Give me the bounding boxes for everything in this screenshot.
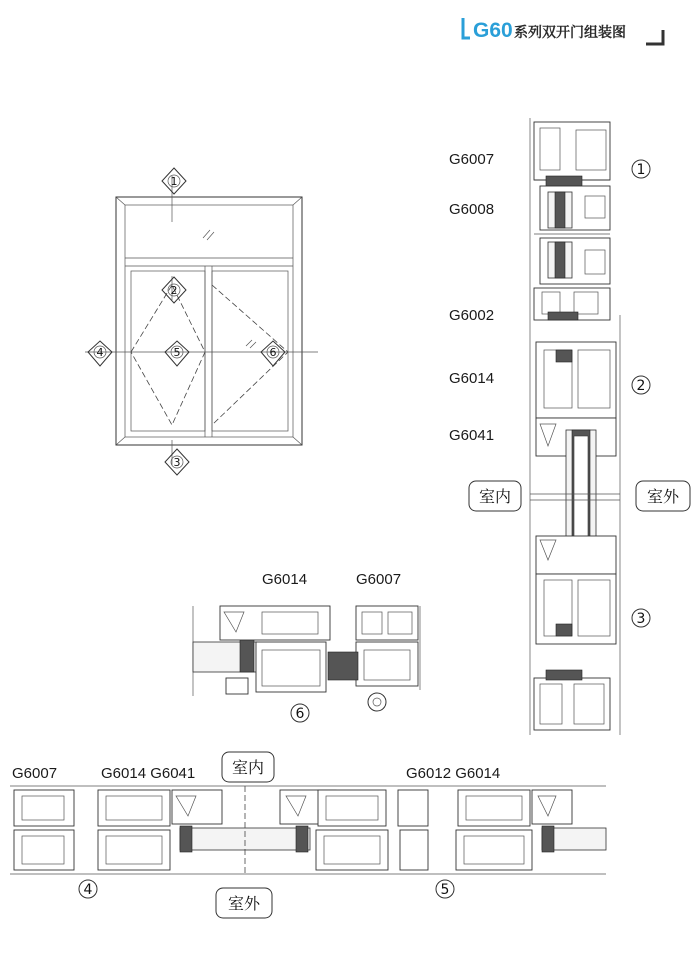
svg-text:5: 5 <box>173 346 181 359</box>
label-g6007: G6007 <box>449 151 495 168</box>
svg-text:2: 2 <box>170 284 178 297</box>
section-circle-1 <box>632 160 650 178</box>
svg-text:室外: 室外 <box>227 894 261 913</box>
elevation-marker-5 <box>165 341 189 366</box>
svg-text:室外: 室外 <box>646 487 680 506</box>
outdoor-label-right <box>636 481 690 511</box>
section-circle-2 <box>632 376 650 394</box>
label-g6007-s6: G6007 <box>356 571 402 588</box>
vertical-section <box>530 118 620 735</box>
section-circle-5 <box>436 880 454 898</box>
svg-text:4: 4 <box>96 346 104 359</box>
elevation-marker-4 <box>88 341 112 366</box>
header-series: G60 <box>473 19 513 42</box>
label-g6007-bottom: G6007 <box>12 765 58 782</box>
header-bracket-left-icon <box>463 18 470 38</box>
header-bracket-right-icon <box>646 30 663 44</box>
indoor-label-bottom <box>222 752 274 782</box>
label-g6014-s6: G6014 <box>262 571 308 588</box>
svg-text:5: 5 <box>440 882 450 898</box>
section-circle-6 <box>291 704 309 722</box>
svg-text:室内: 室内 <box>478 487 512 506</box>
svg-text:1: 1 <box>170 175 178 188</box>
outdoor-label-bottom <box>216 888 272 918</box>
svg-text:1: 1 <box>636 162 646 178</box>
label-g6012-g6014-bottom: G6012 G6014 <box>406 765 501 782</box>
header-text: 系列双开门组装图 <box>514 25 626 41</box>
elevation-marker-3 <box>165 449 189 475</box>
svg-text:室内: 室内 <box>231 758 265 777</box>
svg-text:4: 4 <box>83 882 93 898</box>
vertical-section-labels <box>449 151 494 444</box>
bottom-section-drawing <box>10 786 606 874</box>
svg-text:6: 6 <box>269 346 277 359</box>
label-g6014: G6014 <box>449 370 495 387</box>
label-g6008: G6008 <box>449 201 495 218</box>
elevation-marker-1 <box>162 168 186 194</box>
svg-text:3: 3 <box>636 611 646 627</box>
svg-text:6: 6 <box>295 706 305 722</box>
section-circle-4 <box>79 880 97 898</box>
section-circle-3 <box>632 609 650 627</box>
door-elevation <box>85 176 318 465</box>
label-g6041: G6041 <box>449 427 495 444</box>
header-title <box>463 18 663 44</box>
elevation-marker-2 <box>162 277 186 303</box>
indoor-label-right <box>469 481 521 511</box>
label-g6002: G6002 <box>449 307 495 324</box>
section-6-labels <box>262 571 401 588</box>
elevation-marker-6 <box>261 341 285 366</box>
label-g6014-g6041-bottom: G6014 G6041 <box>101 765 196 782</box>
svg-text:3: 3 <box>173 456 181 469</box>
svg-text:2: 2 <box>636 378 646 394</box>
section-6-drawing <box>193 606 420 711</box>
